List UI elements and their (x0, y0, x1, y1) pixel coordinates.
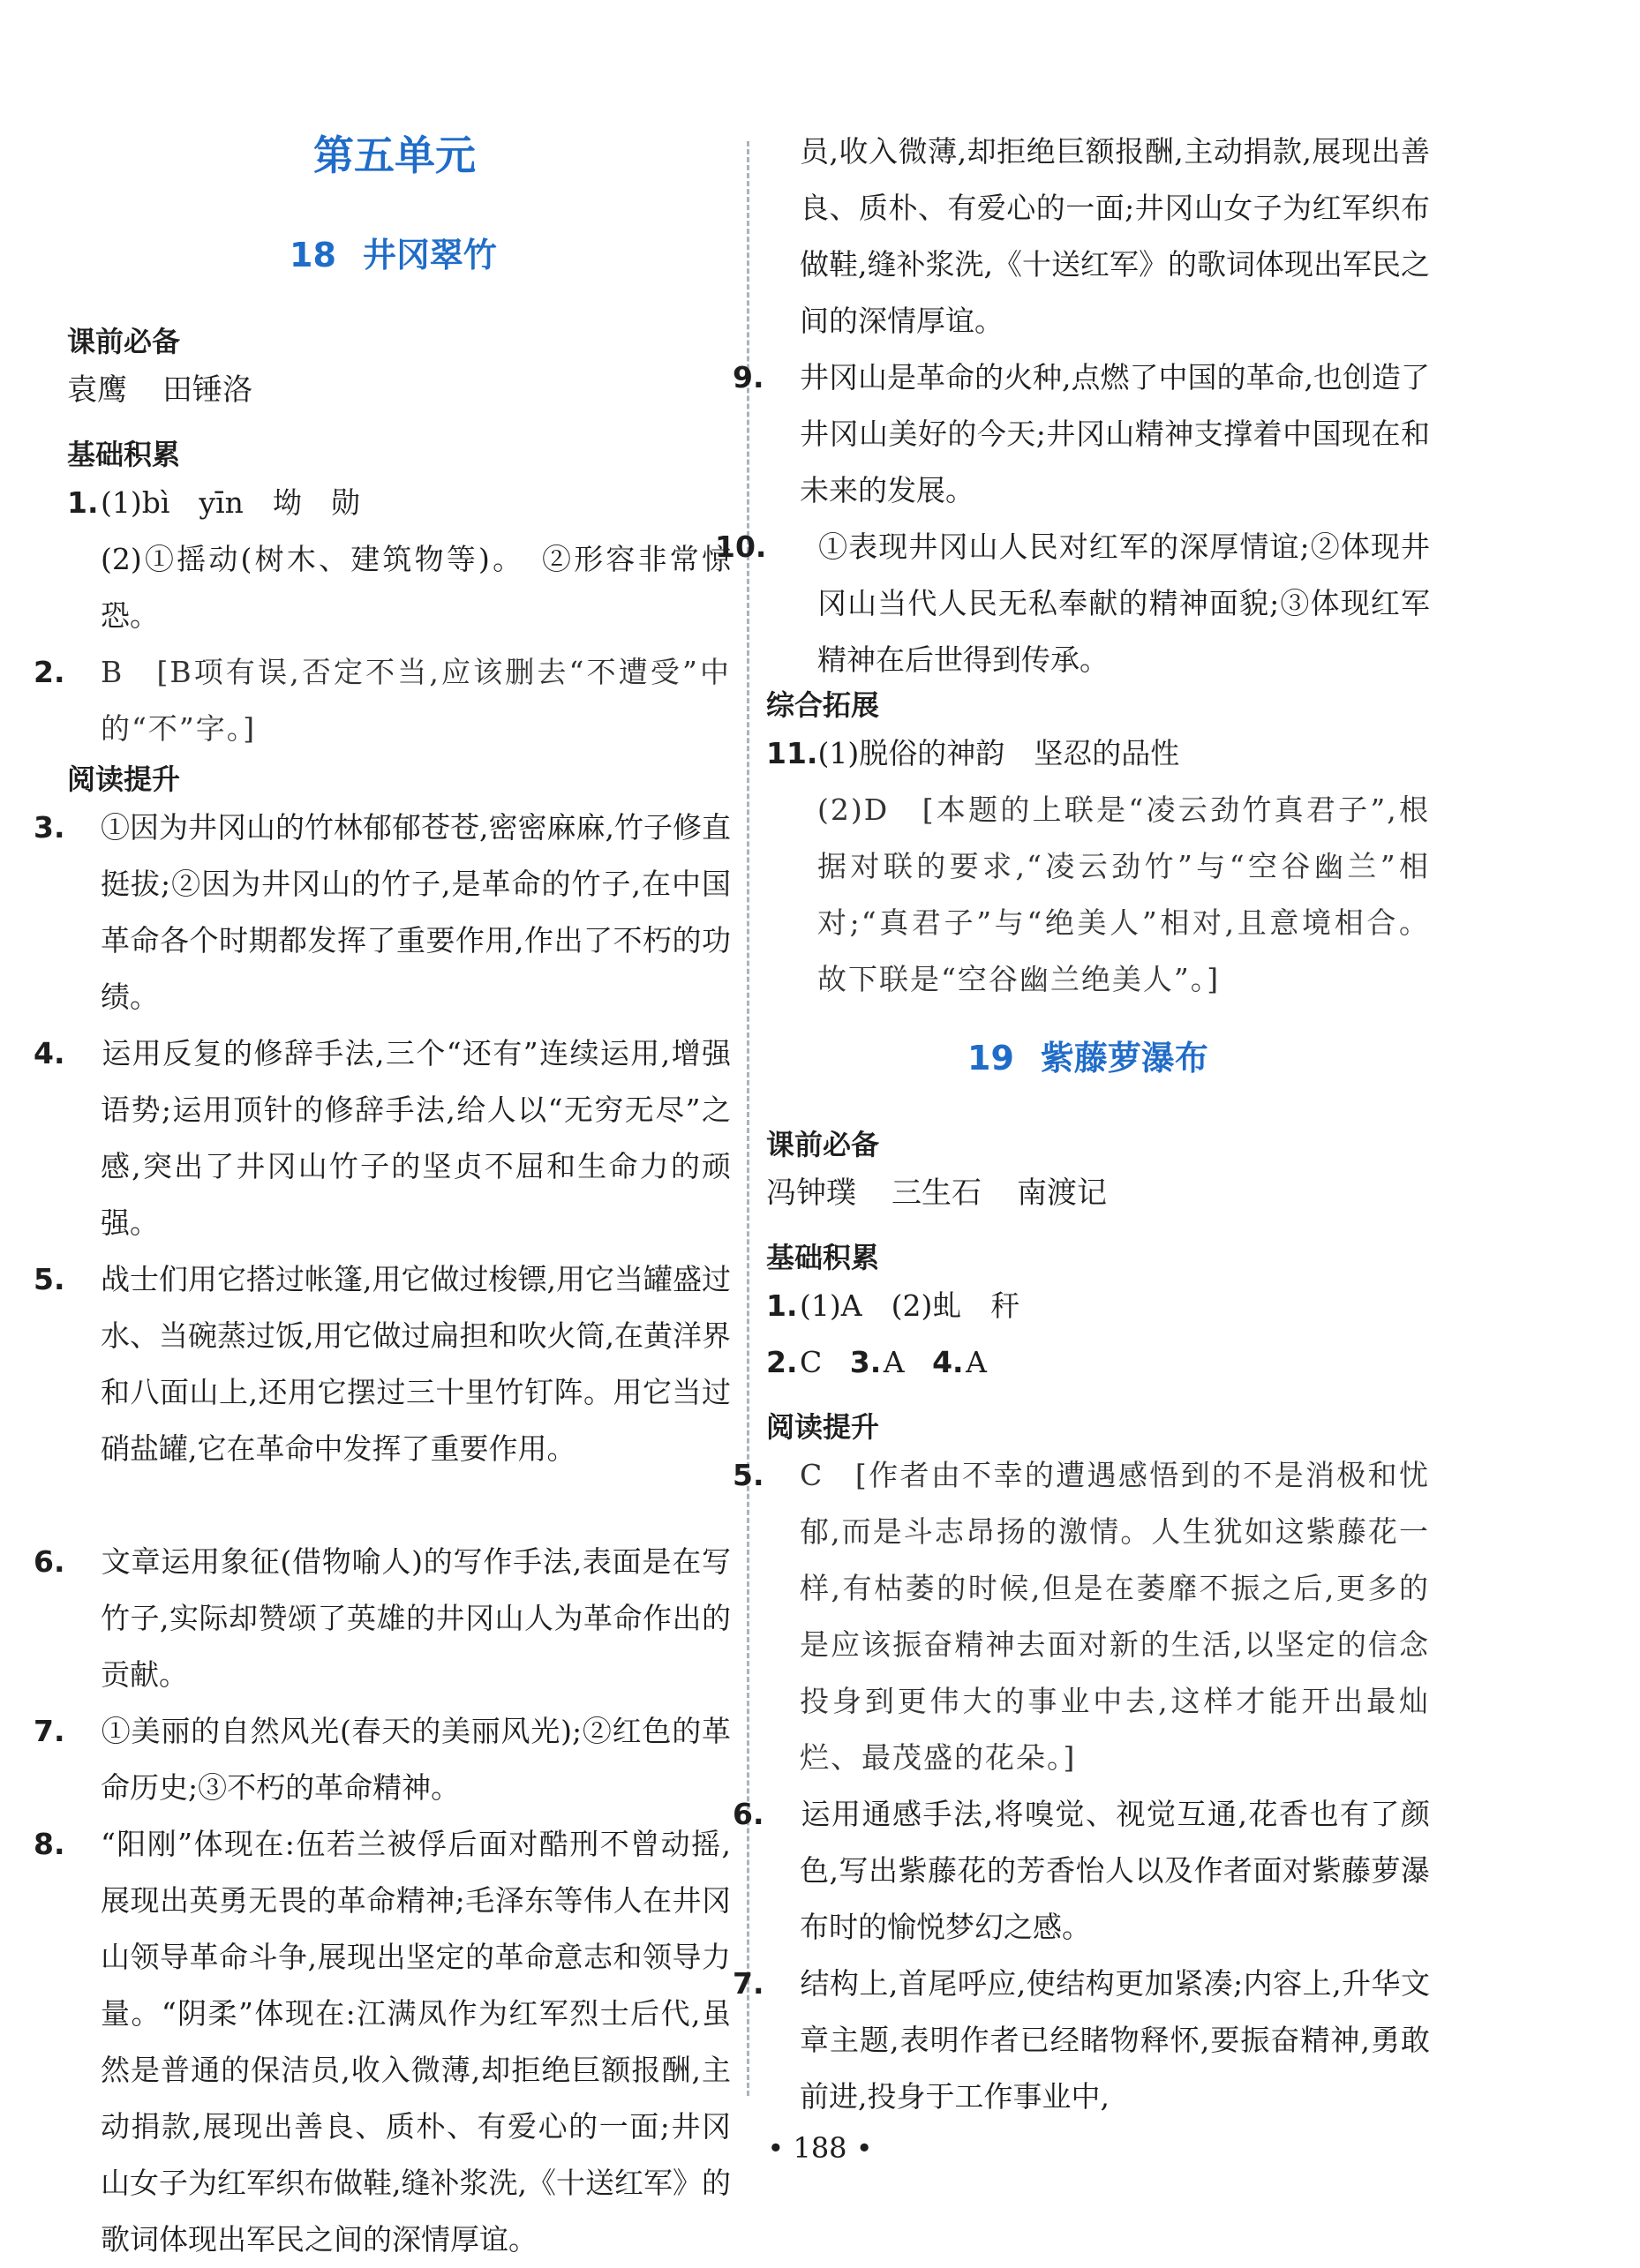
question-number: 4. (932, 1345, 964, 1379)
answer-18-3 (34, 800, 731, 1025)
prep-item: 南渡记 (1017, 1175, 1107, 1211)
answer-18-11a (766, 725, 1430, 782)
answer-text: 运用反复的修辞手法,三个“还有”连续运用,增强语势;运用顶针的修辞手法,给人以“无穷无尽”之感,突出了井冈山竹子的坚贞不屈和生命力的顽强。 (101, 1036, 731, 1240)
section-ext-18: 综合拓展 (766, 688, 880, 722)
question-number: 2. (34, 655, 65, 689)
answer-19-7 (733, 1956, 1430, 2125)
answer-text: 运用通感手法,将嗅觉、视觉互通,花香也有了颜色,写出紫藤花的芳香怡人以及作者面对紫藤萝瀑布时的愉悦梦幻之感。 (800, 1797, 1430, 1944)
answer-text: (1)bì yīn 坳 勋 (101, 485, 360, 520)
lesson-19-name: 紫藤萝瀑布 (1040, 1039, 1208, 1078)
answer-text: A (883, 1345, 905, 1379)
answer-text: “阳刚”体现在:伍若兰被俘后面对酷刑不曾动摇,展现出英勇无畏的革命精神;毛泽东等伟人在井冈山领导革命斗争,展现出坚定的革命意志和领导力量。“阴柔”体现在:江满凤作为红军烈士后代,虽然是普通的保洁员,收入微薄,却拒绝巨额报酬,主动捐款,展现出善良、质朴、有爱心的一面;井冈山女子为红军织布做鞋,缝补浆洗,《十送红军》的歌词体现出军民之间的深情厚谊。 (101, 1827, 731, 2257)
answer-text: ①表现井冈山人民对红军的深厚情谊;②体现井冈山当代人民无私奉献的精神面貌;③体现红军精神在后世得到传承。 (817, 529, 1430, 677)
answer-18-7 (34, 1703, 731, 1816)
prep-answers-19 (766, 1165, 1142, 1221)
answer-text: A (966, 1345, 987, 1379)
question-number: 4. (34, 1036, 65, 1070)
section-prep-18: 课前必备 (67, 325, 181, 358)
answer-18-6 (34, 1534, 731, 1703)
answer-text: (1)脱俗的神韵 坚忍的品性 (817, 736, 1180, 770)
question-number: 11. (766, 736, 818, 770)
answer-text: 战士们用它搭过帐篷,用它做过梭镖,用它当罐盛过水、当碗蒸过饭,用它做过扁担和吹火筒,在黄洋界和八面山上,还用它摆过三十里竹钉阵。用它当过硝盐罐,它在革命中发挥了重要作用。 (101, 1262, 731, 1466)
answer-18-11b (766, 782, 1430, 1008)
prep-answers-18 (67, 362, 288, 418)
answer-text: 井冈山是革命的火种,点燃了中国的革命,也创造了井冈山美好的今天;井冈山精神支撑着中国现在和未来的发展。 (800, 360, 1430, 507)
answer-18-10 (715, 519, 1430, 688)
answer-18-8 (34, 1816, 731, 2257)
question-number: 3. (34, 810, 65, 845)
section-prep-19: 课前必备 (766, 1128, 880, 1161)
answer-text: B [B项有误,否定不当,应该删去“不遭受”中的“不”字。] (101, 655, 731, 746)
lesson-19-title (967, 1031, 1208, 1079)
answer-18-8-continued: 员,收入微薄,却拒绝巨额报酬,主动捐款,展现出善良、质朴、有爱心的一面;井冈山女子为红军织布做鞋,缝补浆洗,《十送红军》的歌词体现出军民之间的深情厚谊。 (800, 134, 1430, 338)
page-number: • 188 • (767, 2131, 873, 2165)
answer-text: 文章运用象征(借物喻人)的写作手法,表面是在写竹子,实际却赞颂了英雄的井冈山人为革命作出的贡献。 (101, 1544, 731, 1692)
answer-text: ①美丽的自然风光(春天的美丽风光);②红色的革命历史;③不朽的革命精神。 (101, 1714, 731, 1805)
section-reading-19: 阅读提升 (766, 1410, 880, 1444)
question-number: 3. (849, 1345, 882, 1379)
question-number: 10. (715, 529, 767, 564)
question-number: 1. (67, 485, 99, 520)
prep-item: 冯钟璞 (766, 1175, 856, 1211)
answer-18-9 (733, 349, 1430, 519)
prep-item: 袁鹰 (67, 372, 127, 408)
answer-text: ①因为井冈山的竹林郁郁苍苍,密密麻麻,竹子修直挺拔;②因为井冈山的竹子,是革命的竹子,在中国革命各个时期都发挥了重要作用,作出了不朽的功绩。 (101, 810, 731, 1014)
answer-text: (1)A (2)虬 秆 (800, 1288, 1020, 1323)
prep-item: 田锤洛 (162, 372, 252, 408)
answer-text: (2)D [本题的上联是“凌云劲竹真君子”,根据对联的要求,“凌云劲竹”与“空谷幽兰”相对;“真君子”与“绝美人”相对,且意境相合。故下联是“空谷幽兰绝美人”。] (817, 792, 1430, 996)
question-number: 9. (733, 360, 764, 394)
question-number: 1. (766, 1288, 798, 1323)
lesson-19-number: 19 (967, 1039, 1014, 1078)
unit-title: 第五单元 (313, 131, 476, 179)
lesson-18-title (290, 228, 497, 276)
answer-18-1a (67, 475, 731, 531)
question-number: 6. (733, 1797, 764, 1831)
answer-19-2-4 (766, 1334, 1430, 1391)
prep-item: 三生石 (891, 1175, 982, 1211)
question-number: 5. (733, 1458, 764, 1492)
answer-text: 结构上,首尾呼应,使结构更加紧凑;内容上,升华文章主题,表明作者已经睹物释怀,要振奋精神,勇敢前进,投身于工作事业中, (800, 1966, 1430, 2114)
answer-19-6 (733, 1786, 1430, 1956)
section-basic-18: 基础积累 (67, 438, 181, 471)
question-number: 6. (34, 1544, 65, 1579)
question-number: 7. (733, 1966, 764, 2001)
answer-18-4 (34, 1025, 731, 1251)
answer-18-2 (34, 644, 731, 757)
answer-text: C (800, 1345, 823, 1379)
question-number: 2. (766, 1345, 798, 1379)
answer-19-5 (733, 1447, 1430, 1786)
question-number: 5. (34, 1262, 65, 1296)
question-number: 7. (34, 1714, 65, 1748)
lesson-18-number: 18 (290, 236, 336, 274)
lesson-18-name: 井冈翠竹 (362, 236, 497, 274)
answer-18-1b: (2)①摇动(树木、建筑物等)。 ②形容非常惊恐。 (101, 542, 731, 633)
answer-18-5 (34, 1251, 731, 1477)
answer-19-1 (766, 1278, 1430, 1334)
section-reading-18: 阅读提升 (67, 762, 181, 796)
section-basic-19: 基础积累 (766, 1241, 880, 1274)
answer-text: C [作者由不幸的遭遇感悟到的不是消极和忧郁,而是斗志昂扬的激情。人生犹如这紫藤花一样,有枯萎的时候,但是在萎靡不振之后,更多的是应该振奋精神去面对新的生活,以坚定的信念投身到更伟大的事业中去,这样才能开出最灿烂、最茂盛的花朵。] (800, 1458, 1430, 1775)
question-number: 8. (34, 1827, 65, 1861)
